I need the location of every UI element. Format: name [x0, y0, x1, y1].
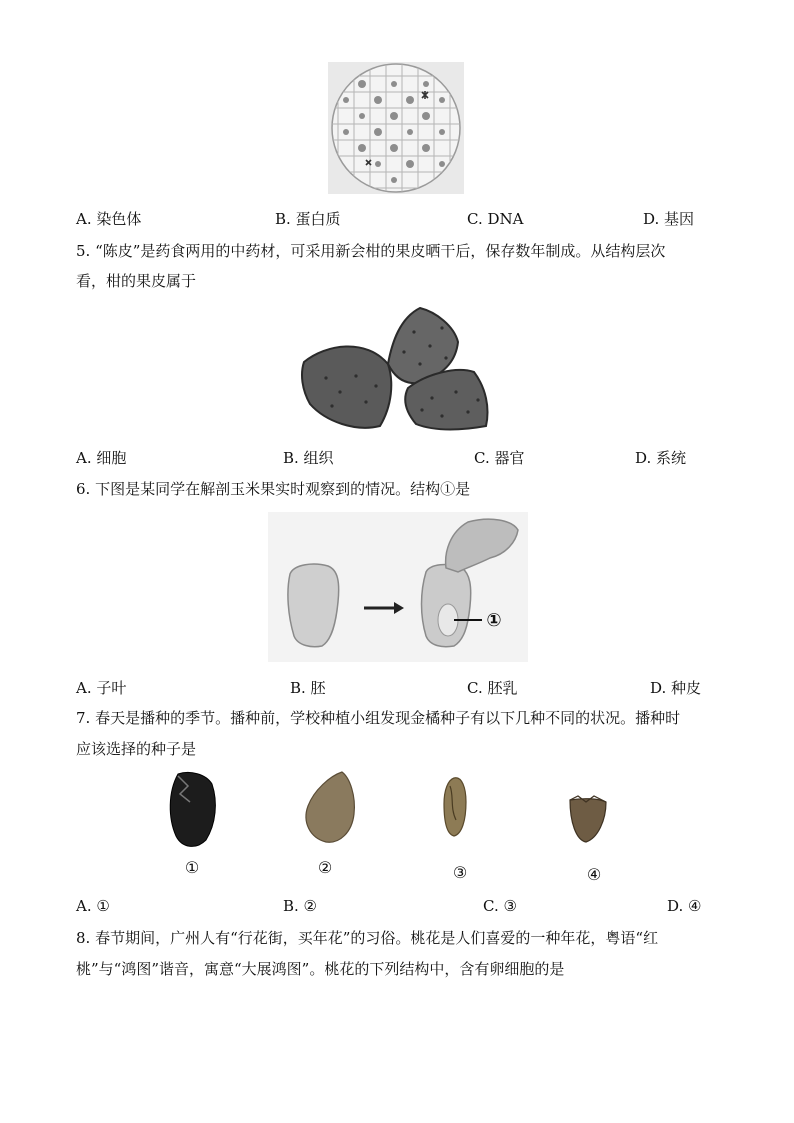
q5-option-c: C. 器官: [474, 449, 525, 467]
q6-option-d: D. 种皮: [650, 679, 702, 697]
q6-option-c: C. 胚乳: [467, 679, 518, 697]
q8-stem-line1: 8. 春节期间，广州人有“行花街，买年花”的习俗。桃花是人们喜爱的一种年花，粤语“红: [76, 929, 659, 947]
q6-option-b: B. 胚: [290, 679, 326, 697]
q8-stem-line2: 桃”与“鸿图”谐音，寓意“大展鸿图”。桃花的下列结构中，含有卵细胞的是: [76, 960, 565, 978]
q7-option-c: C. ③: [483, 897, 517, 915]
cell-micrograph-figure: [328, 62, 464, 194]
q6-figure-label: ①: [486, 610, 502, 631]
seed-label-3: ③: [452, 863, 468, 882]
q4-option-c: C. DNA: [467, 210, 524, 228]
q7-option-d: D. ④: [667, 897, 702, 915]
q4-option-b: B. 蛋白质: [275, 210, 341, 228]
dried-peel-figure: [296, 302, 496, 437]
q5-option-a: A. 细胞: [76, 449, 127, 467]
q5-option-d: D. 系统: [635, 449, 687, 467]
q6-stem-line1: 6. 下图是某同学在解剖玉米果实时观察到的情况。结构①是: [76, 480, 471, 498]
q4-option-a: A. 染色体: [76, 210, 142, 228]
seeds-figure: [150, 762, 640, 888]
seed-label-2: ②: [317, 858, 333, 877]
q5-option-b: B. 组织: [283, 449, 334, 467]
q7-stem-line1: 7. 春天是播种的季节。播种前，学校种植小组发现金橘种子有以下几种不同的状况。播种时: [76, 709, 681, 727]
q5-stem-line2: 看，柑的果皮属于: [76, 272, 197, 290]
q5-stem-line1: 5. “陈皮”是药食两用的中药材，可采用新会柑的果皮晒干后，保存数年制成。从结构层次: [76, 242, 666, 260]
q4-option-d: D. 基因: [643, 210, 695, 228]
q7-option-a: A. ①: [76, 897, 110, 915]
q6-option-a: A. 子叶: [76, 679, 127, 697]
corn-kernel-figure: [268, 512, 528, 662]
q7-option-b: B. ②: [283, 897, 318, 915]
seed-label-4: ④: [586, 865, 602, 884]
seed-label-1: ①: [184, 858, 200, 877]
q7-stem-line2: 应该选择的种子是: [76, 740, 197, 758]
